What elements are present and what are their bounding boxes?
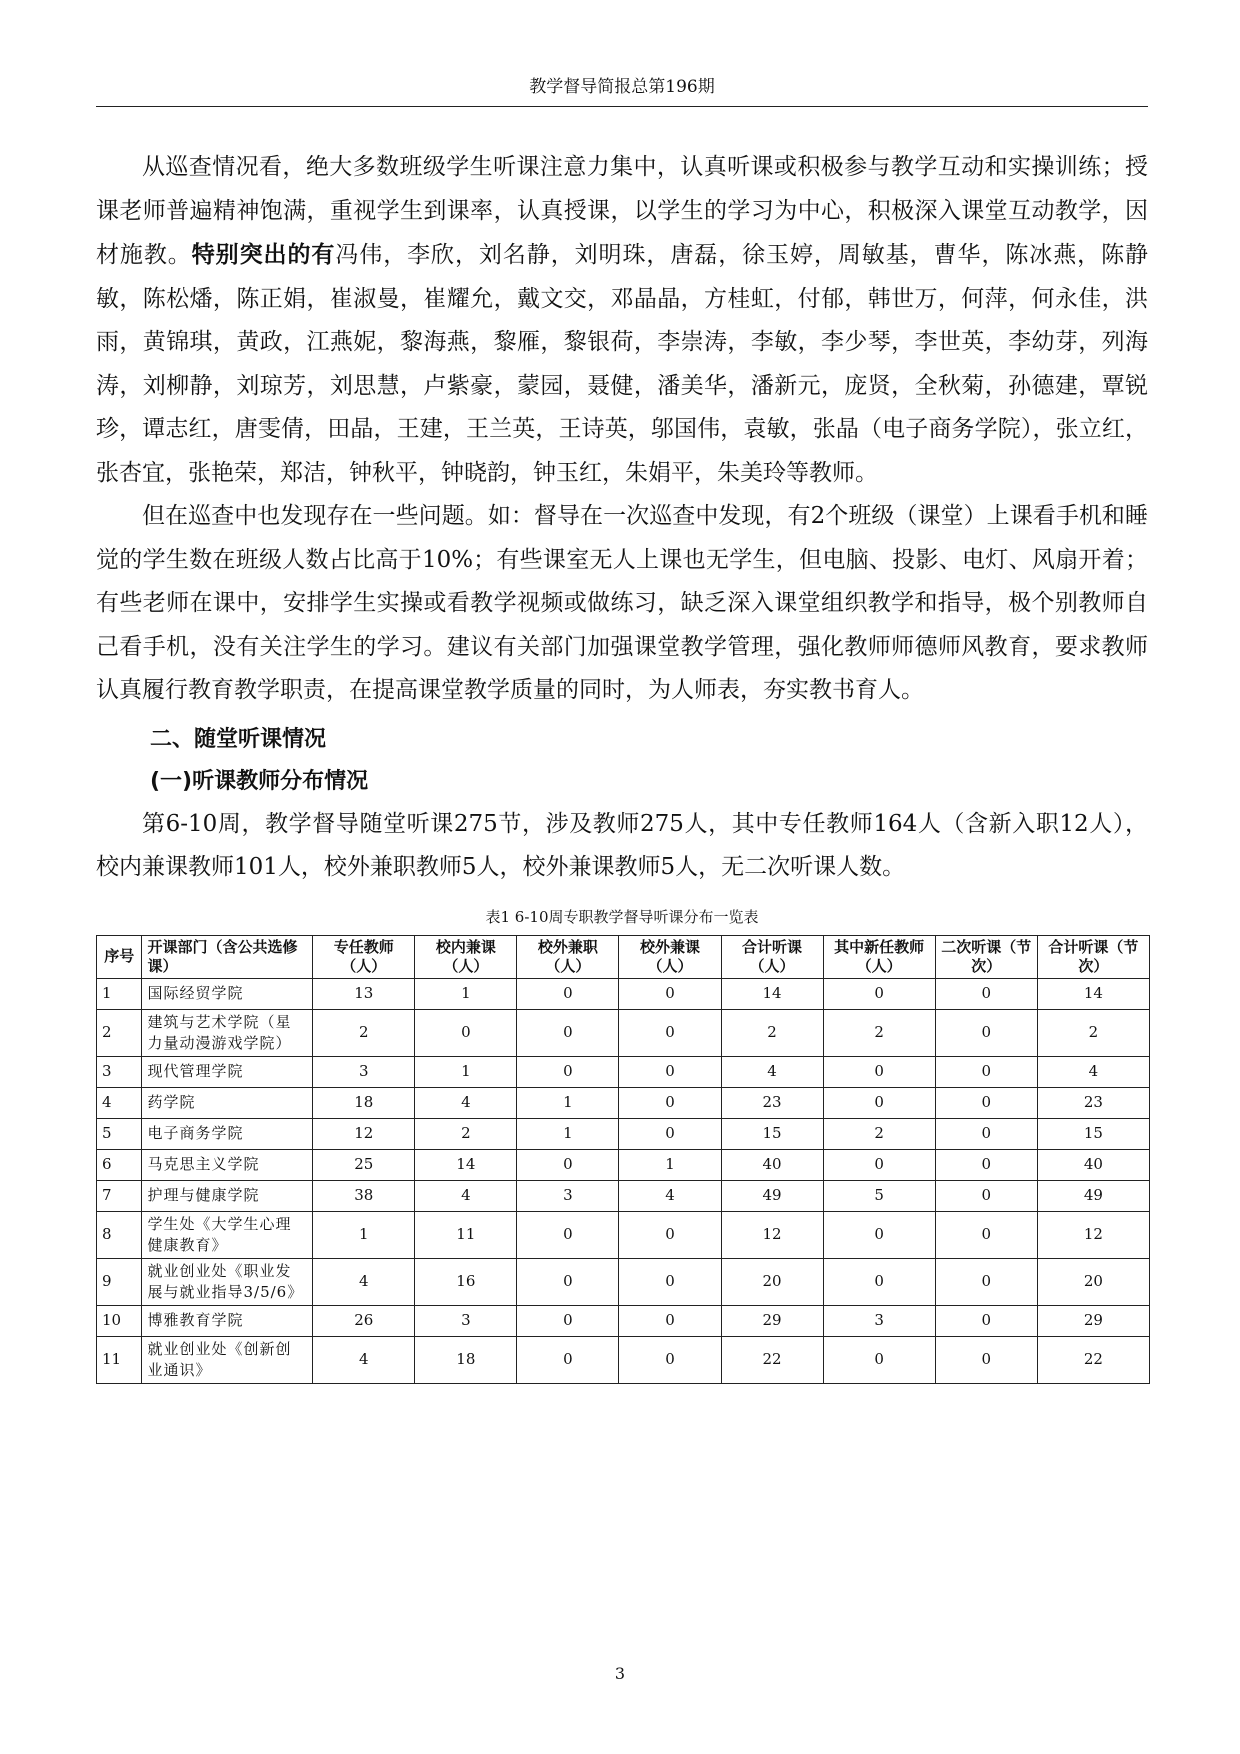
count-cell: 4 [313,1258,415,1305]
count-cell: 22 [1037,1336,1149,1383]
count-cell: 16 [415,1258,517,1305]
table-caption: 表1 6-10周专职教学督导听课分布一览表 [485,907,759,926]
row-number-cell: 10 [97,1305,142,1336]
table-row [97,978,1150,1009]
paragraph-problems: 但在巡查中也发现存在一些问题。如：督导在一次巡查中发现，有2个班级（课堂）上课看手机和睡觉的学生数在班级人数占比高于10%；有些课室无人上课也无学生，但电脑、投影、电灯、风扇开着；有些老师在课中，安排学生实操或看教学视频或做练习，缺乏深入课堂组织教学和指导，极个别教师自己看手机，没有关注学生的学习。建议有关部门加强课堂教学管理，强化教师师德师风教育，要求教师认真履行教育教学职责，在提高课堂教学质量的同时，为人师表，夯实教书育人。 [96,503,1148,703]
count-cell: 49 [721,1180,823,1211]
section-heading: 二、随堂听课情况 [150,726,327,752]
count-cell: 12 [1037,1211,1149,1258]
table-row [97,1149,1150,1180]
count-cell: 40 [1037,1149,1149,1180]
row-number-cell: 4 [97,1087,142,1118]
count-cell: 2 [1037,1009,1149,1056]
paragraph-statistics: 第6-10周，教学督导随堂听课275节，涉及教师275人，其中专任教师164人（含新入职12人），校内兼课教师101人，校外兼职教师5人，校外兼课教师5人，无二次听课人数。 [96,810,1148,880]
count-cell: 0 [517,1336,619,1383]
table-header-row [97,935,1150,978]
count-cell: 1 [517,1118,619,1149]
count-cell: 0 [823,1087,935,1118]
count-cell: 0 [935,1149,1037,1180]
count-cell: 0 [517,1056,619,1087]
count-cell: 15 [721,1118,823,1149]
table-header-cell: 专任教师（人） [313,935,415,978]
count-cell: 0 [517,1149,619,1180]
count-cell: 2 [313,1009,415,1056]
count-cell: 38 [313,1180,415,1211]
row-number-cell: 7 [97,1180,142,1211]
table-body [97,978,1150,1383]
count-cell: 0 [517,1305,619,1336]
department-cell: 建筑与艺术学院（星力量动漫游戏学院） [142,1009,313,1056]
table-header-cell: 二次听课（节次） [935,935,1037,978]
count-cell: 23 [1037,1087,1149,1118]
count-cell: 0 [823,1258,935,1305]
count-cell: 1 [619,1149,721,1180]
table-row [97,1087,1150,1118]
count-cell: 0 [619,1305,721,1336]
count-cell: 22 [721,1336,823,1383]
table-row [97,1180,1150,1211]
count-cell: 0 [619,1118,721,1149]
table-header-cell: 合计听课（节次） [1037,935,1149,978]
count-cell: 3 [517,1180,619,1211]
count-cell: 14 [1037,978,1149,1009]
count-cell: 13 [313,978,415,1009]
count-cell: 0 [823,1336,935,1383]
bold-phrase: 特别突出的有 [191,241,336,268]
table-row [97,1211,1150,1258]
count-cell: 12 [313,1118,415,1149]
table-header-cell: 校外兼课（人） [619,935,721,978]
row-number-cell: 9 [97,1258,142,1305]
count-cell: 0 [935,1087,1037,1118]
department-cell: 现代管理学院 [142,1056,313,1087]
teacher-name-list: 冯伟，李欣，刘名静，刘明珠，唐磊，徐玉婷，周敏基，曹华，陈冰燕，陈静敏，陈松燔，陈正娟，崔淑曼，崔耀允，戴文交，邓晶晶，方桂虹，付郁，韩世万，何萍，何永佳，洪雨，黄锦琪，黄政，江燕妮，黎海燕，黎雁，黎银荷，李崇涛，李敏，李少琴，李世英，李幼芽，列海涛，刘柳静，刘琼芳，刘思慧，卢紫豪，蒙园，聂健，潘美华，潘新元，庞贤，全秋菊，孙德建，覃锐珍，谭志红，唐雯倩，田晶，王建，王兰英，王诗英，邬国伟，袁敏，张晶（电子商务学院），张立红，张杏宜，张艳荣，郑洁，钟秋平，钟晓韵，钟玉红，朱娟平，朱美玲等教师。 [96,242,1149,486]
row-number-cell: 2 [97,1009,142,1056]
count-cell: 0 [823,978,935,1009]
count-cell: 2 [415,1118,517,1149]
count-cell: 0 [935,1009,1037,1056]
count-cell: 25 [313,1149,415,1180]
table-header-cell: 合计听课（人） [721,935,823,978]
paragraph-inspection-summary [96,146,1148,495]
count-cell: 2 [823,1009,935,1056]
count-cell: 0 [619,1336,721,1383]
department-cell: 国际经贸学院 [142,978,313,1009]
count-cell: 29 [1037,1305,1149,1336]
row-number-cell: 6 [97,1149,142,1180]
department-cell: 药学院 [142,1087,313,1118]
subsection-heading: (一)听课教师分布情况 [150,768,369,794]
count-cell: 0 [619,1087,721,1118]
department-cell: 就业创业处《创新创业通识》 [142,1336,313,1383]
row-number-cell: 5 [97,1118,142,1149]
department-cell: 电子商务学院 [142,1118,313,1149]
row-number-cell: 11 [97,1336,142,1383]
table-row [97,1258,1150,1305]
count-cell: 15 [1037,1118,1149,1149]
count-cell: 0 [823,1211,935,1258]
count-cell: 2 [823,1118,935,1149]
count-cell: 0 [823,1149,935,1180]
count-cell: 4 [721,1056,823,1087]
count-cell: 2 [721,1009,823,1056]
count-cell: 0 [823,1056,935,1087]
count-cell: 1 [415,1056,517,1087]
count-cell: 0 [517,1211,619,1258]
count-cell: 0 [619,1009,721,1056]
count-cell: 26 [313,1305,415,1336]
count-cell: 12 [721,1211,823,1258]
count-cell: 1 [415,978,517,1009]
department-cell: 就业创业处《职业发展与就业指导3/5/6》 [142,1258,313,1305]
count-cell: 0 [935,978,1037,1009]
table-header-cell: 其中新任教师（人） [823,935,935,978]
count-cell: 0 [517,978,619,1009]
count-cell: 0 [935,1305,1037,1336]
count-cell: 29 [721,1305,823,1336]
table-row [97,1056,1150,1087]
count-cell: 20 [721,1258,823,1305]
count-cell: 4 [313,1336,415,1383]
department-cell: 学生处《大学生心理健康教育》 [142,1211,313,1258]
running-header: 教学督导简报总第196期 [529,77,715,97]
count-cell: 0 [619,1056,721,1087]
count-cell: 0 [935,1258,1037,1305]
row-number-cell: 8 [97,1211,142,1258]
count-cell: 20 [1037,1258,1149,1305]
table-header-cell: 校内兼课（人） [415,935,517,978]
count-cell: 3 [313,1056,415,1087]
count-cell: 4 [619,1180,721,1211]
count-cell: 3 [823,1305,935,1336]
lecture-distribution-table [96,935,1150,1384]
count-cell: 4 [1037,1056,1149,1087]
count-cell: 1 [517,1087,619,1118]
count-cell: 4 [415,1180,517,1211]
paragraph-text: 从巡查情况看，绝大多数班级学生听课注意力集中，认真听课或积极参与教学互动和实操训练；授课老师普遍精神饱满，重视学生到课率，认真授课，以学生的学习为中心，积极深入课堂互动教学，因材施教。 [96,154,1148,268]
count-cell: 0 [935,1180,1037,1211]
row-number-cell: 3 [97,1056,142,1087]
table-row [97,1118,1150,1149]
count-cell: 5 [823,1180,935,1211]
page-content [96,146,1148,1384]
count-cell: 0 [935,1336,1037,1383]
table-row [97,1336,1150,1383]
count-cell: 0 [619,978,721,1009]
department-cell: 马克思主义学院 [142,1149,313,1180]
table-row [97,1305,1150,1336]
count-cell: 40 [721,1149,823,1180]
header-rule [96,106,1148,107]
count-cell: 1 [313,1211,415,1258]
count-cell: 0 [619,1211,721,1258]
count-cell: 23 [721,1087,823,1118]
count-cell: 11 [415,1211,517,1258]
count-cell: 0 [517,1258,619,1305]
count-cell: 18 [415,1336,517,1383]
table-header-cell: 开课部门（含公共选修课） [142,935,313,978]
count-cell: 0 [619,1258,721,1305]
count-cell: 14 [415,1149,517,1180]
count-cell: 4 [415,1087,517,1118]
count-cell: 0 [517,1009,619,1056]
count-cell: 18 [313,1087,415,1118]
count-cell: 0 [935,1211,1037,1258]
count-cell: 49 [1037,1180,1149,1211]
table-header-cell: 序号 [97,935,142,978]
count-cell: 0 [415,1009,517,1056]
department-cell: 博雅教育学院 [142,1305,313,1336]
count-cell: 0 [935,1118,1037,1149]
table-header-cell: 校外兼职（人） [517,935,619,978]
count-cell: 3 [415,1305,517,1336]
department-cell: 护理与健康学院 [142,1180,313,1211]
page-number: 3 [614,1664,626,1683]
count-cell: 14 [721,978,823,1009]
row-number-cell: 1 [97,978,142,1009]
table-row [97,1009,1150,1056]
count-cell: 0 [935,1056,1037,1087]
